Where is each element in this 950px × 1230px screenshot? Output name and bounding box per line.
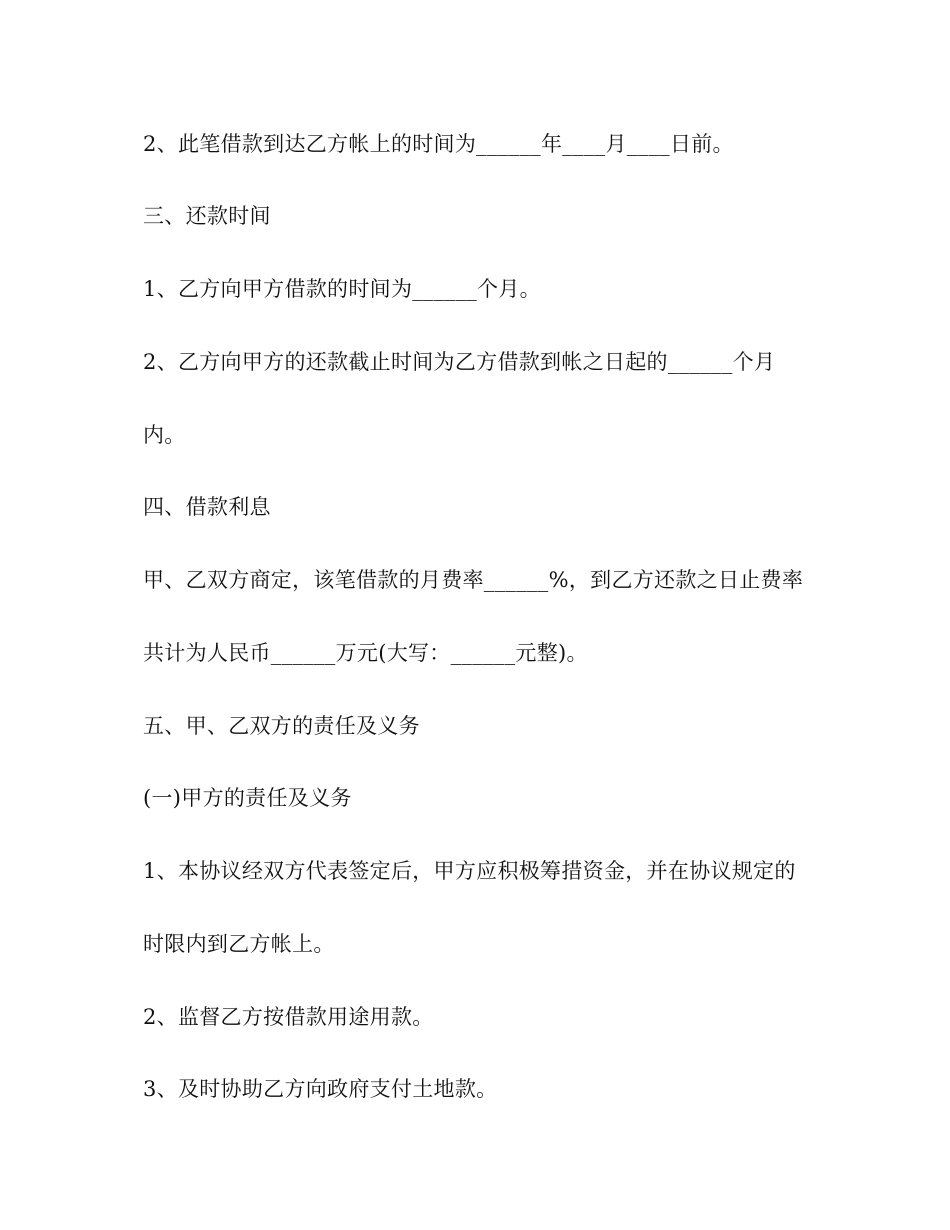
text-line: 2、乙方向甲方的还款截止时间为乙方借款到帐之日起的______个月 xyxy=(143,350,776,374)
text-line: 甲、乙双方商定，该笔借款的月费率______%，到乙方还款之日止费率 xyxy=(143,568,804,592)
section-heading: 五、甲、乙双方的责任及义务 xyxy=(143,714,420,738)
text-line: 1、乙方向甲方借款的时间为______个月。 xyxy=(143,277,541,301)
text-line: 2、监督乙方按借款用途用款。 xyxy=(143,1005,434,1029)
section-heading: 三、还款时间 xyxy=(143,204,271,228)
text-line: 2、此笔借款到达乙方帐上的时间为______年____月____日前。 xyxy=(143,132,734,156)
text-line: 时限内到乙方帐上。 xyxy=(143,932,335,956)
text-line: 1、本协议经双方代表签定后，甲方应积极筹措资金，并在协议规定的 xyxy=(143,859,796,883)
section-heading: 四、借款利息 xyxy=(143,495,271,519)
text-line: 3、及时协助乙方向政府支付土地款。 xyxy=(143,1077,498,1101)
subsection-heading: (一)甲方的责任及义务 xyxy=(143,786,352,810)
text-line: 共计为人民币______万元(大写：______元整)。 xyxy=(143,641,588,665)
text-line: 内。 xyxy=(143,423,186,447)
